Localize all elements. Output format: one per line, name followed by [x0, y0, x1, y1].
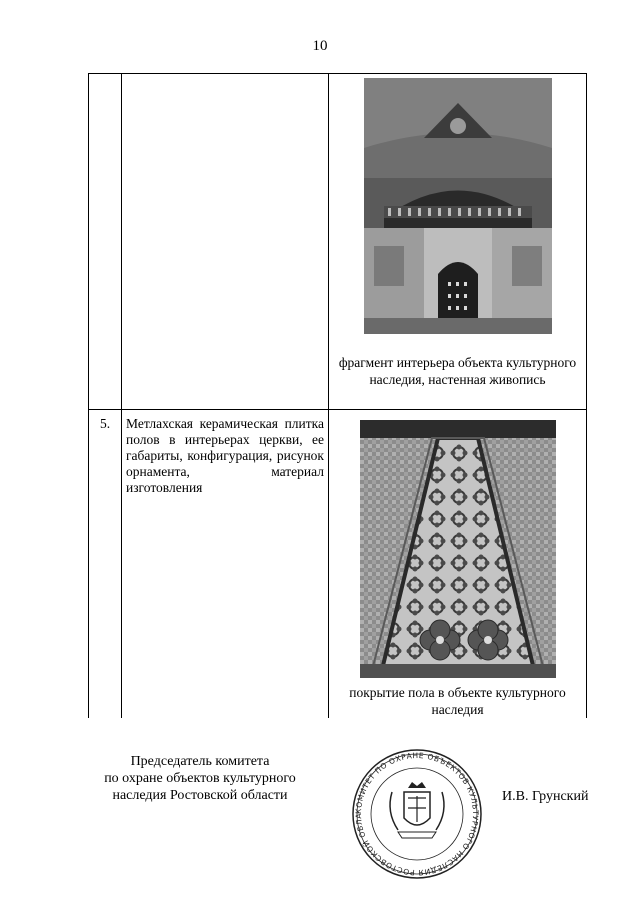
page-number: 10	[312, 38, 328, 54]
row-description: Метлахская керамическая плитка полов в интерьерах церкви, ее габариты, конфигурация, рисунок орнамента, материал изготовления	[122, 410, 329, 719]
image-caption: покрытие пола в объекте культурного наследия	[349, 685, 566, 717]
row-image-cell	[329, 74, 587, 410]
image-caption: фрагмент интерьера объекта культурного наследия, настенная живопись	[338, 355, 577, 387]
row-number	[89, 74, 122, 410]
table-row	[89, 410, 587, 719]
row-image-cell	[329, 410, 587, 719]
signatory-position-line: наследия Ростовской области	[112, 788, 288, 803]
heritage-elements-table	[88, 73, 587, 718]
signatory-position	[80, 753, 320, 804]
tiled-floor-photo	[360, 420, 556, 678]
seal-text: КОМИТЕТ ПО ОХРАНЕ ОБЪЕКТОВ КУЛЬТУРНОГО НАСЛЕДИЯ РОСТОВСКОЙ ОБЛА	[353, 750, 481, 878]
signatory-position-line: по охране объектов культурного	[104, 771, 296, 786]
official-seal	[342, 748, 492, 880]
signatory-position-line: Председатель комитета	[130, 754, 270, 769]
signatory-name: И.В. Грунский	[502, 789, 589, 804]
svg-text:КОМИТЕТ ПО ОХРАНЕ ОБЪЕКТОВ КУЛ	[342, 748, 480, 877]
row-description	[122, 74, 329, 410]
table-row	[89, 74, 587, 410]
row-number: 5.	[89, 410, 122, 719]
church-interior-photo	[364, 78, 552, 334]
